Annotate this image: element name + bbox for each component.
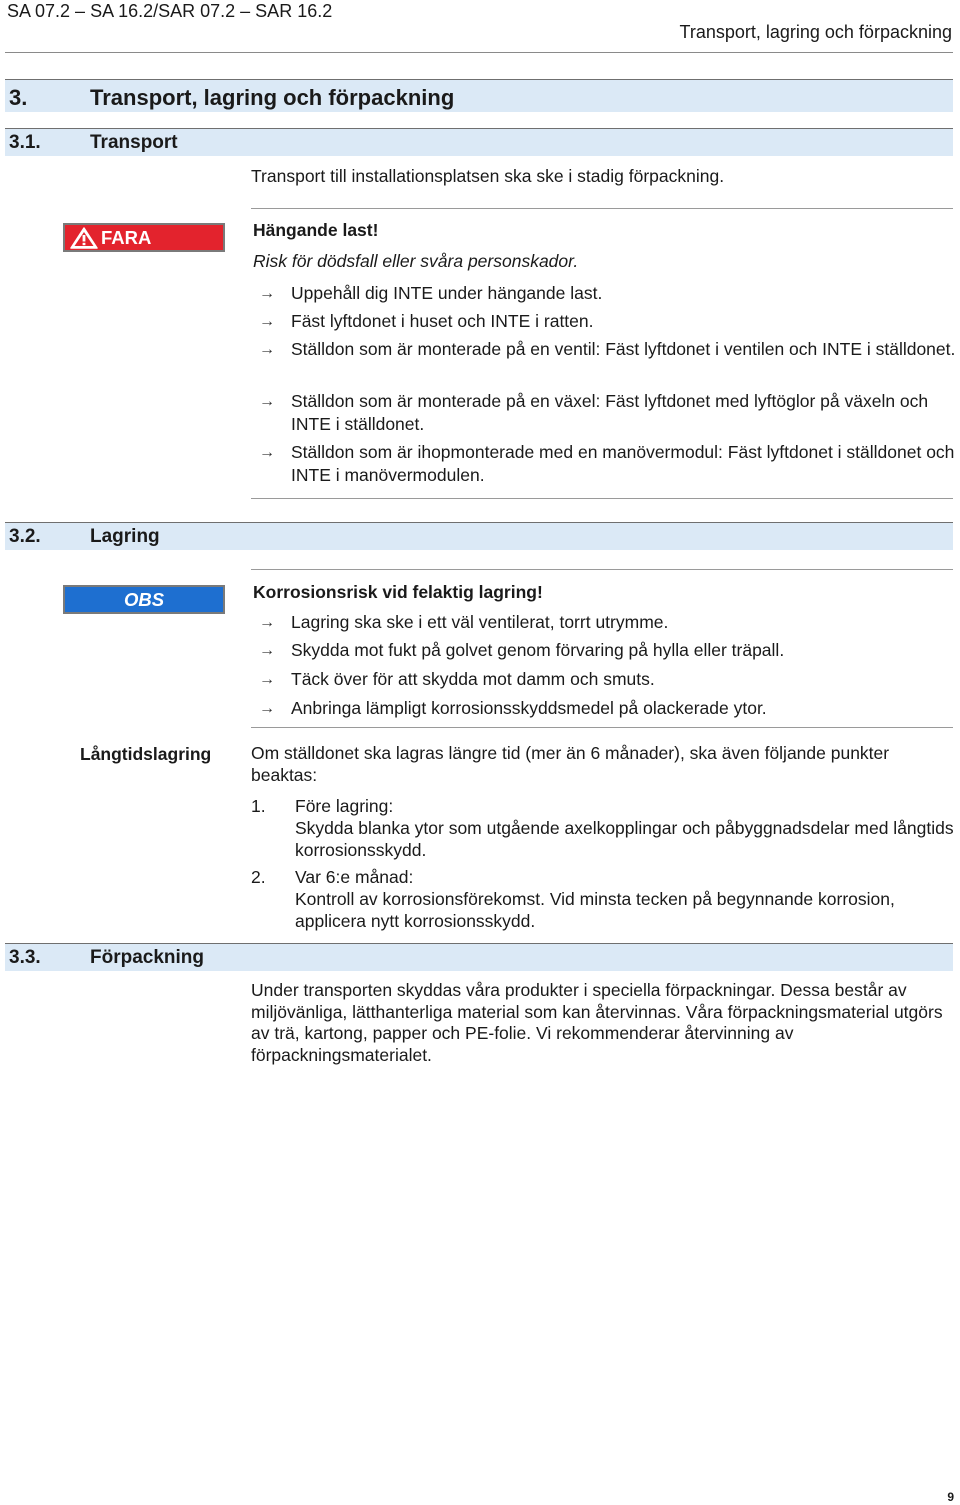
header-product: SA 07.2 – SA 16.2/SAR 07.2 – SAR 16.2 xyxy=(7,1,333,21)
page-number: 9 xyxy=(947,1490,954,1504)
step-title: Var 6:e månad: xyxy=(295,867,414,887)
list-item xyxy=(251,697,956,720)
list-item xyxy=(251,668,956,691)
transport-intro: Transport till installationsplatsen ska ske i stadig förpackning. xyxy=(251,166,725,186)
warning-top-rule xyxy=(251,208,953,209)
list-item-text: Ställdon som är monterade på en ventil: Fäst lyftdonet i ventilen och INTE i ställdonet. xyxy=(291,339,956,359)
section-title: Lagring xyxy=(90,526,160,547)
header-divider xyxy=(5,52,953,53)
section-number: 3.3. xyxy=(9,947,41,968)
list-item-text: Täck över för att skydda mot damm och smuts. xyxy=(291,669,655,689)
margin-label-longterm: Långtidslagring xyxy=(80,744,212,764)
notice-sign-label: OBS xyxy=(123,589,165,610)
ordered-list-item xyxy=(251,795,956,861)
section-title: Transport xyxy=(90,132,178,153)
arrow-right-icon: → xyxy=(259,444,275,461)
warning-bottom-rule xyxy=(251,498,953,499)
section-heading-3-1 xyxy=(5,128,953,156)
section-heading-3 xyxy=(5,79,953,112)
arrow-right-icon: → xyxy=(259,285,275,302)
step-number: 2. xyxy=(251,867,266,887)
list-item-text: Ställdon som är monterade på en växel: Fäst lyftdonet med lyftöglor på växeln och INTE i ställdonet. xyxy=(291,391,929,434)
section-number: 3.1. xyxy=(9,132,41,153)
step-text: Kontroll av korrosionsförekomst. Vid minsta tecken på begynnande korrosion, applicera nytt korrosionsskydd. xyxy=(295,889,895,931)
warning-triangle-icon xyxy=(69,226,99,250)
list-item-text: Fäst lyftdonet i huset och INTE i ratten. xyxy=(291,311,594,331)
section-number: 3.2. xyxy=(9,526,41,547)
ordered-list-item xyxy=(251,866,956,932)
step-text: Skydda blanka ytor som utgående axelkopplingar och påbyggnadsdelar med långtids korrosionsskydd. xyxy=(295,818,954,860)
arrow-right-icon: → xyxy=(259,393,275,410)
danger-sign xyxy=(63,223,225,252)
list-item-text: Skydda mot fukt på golvet genom förvaring på hylla eller träpall. xyxy=(291,640,785,660)
list-item-text: Uppehåll dig INTE under hängande last. xyxy=(291,283,603,303)
list-item xyxy=(251,639,956,662)
warning-heading: Hängande last! xyxy=(253,220,379,240)
list-item-text: Anbringa lämpligt korrosionsskyddsmedel på olackerade ytor. xyxy=(291,698,767,718)
list-item-text: Lagring ska ske i ett väl ventilerat, torrt utrymme. xyxy=(291,612,669,632)
list-item xyxy=(251,611,956,634)
longterm-intro: Om ställdonet ska lagras längre tid (mer än 6 månader), ska även följande punkter beaktas: xyxy=(251,743,890,785)
arrow-right-icon: → xyxy=(259,642,275,659)
arrow-right-icon: → xyxy=(259,614,275,631)
list-item xyxy=(251,441,956,487)
arrow-right-icon: → xyxy=(259,671,275,688)
step-number: 1. xyxy=(251,796,266,816)
section-title: Transport, lagring och förpackning xyxy=(90,85,455,110)
list-item-text: Ställdon som är ihopmonterade med en manövermodul: Fäst lyftdonet i ställdonet och INTE i manövermodulen. xyxy=(291,442,955,485)
header-chapter: Transport, lagring och förpackning xyxy=(679,22,952,42)
notice-heading: Korrosionsrisk vid felaktig lagring! xyxy=(253,582,543,602)
section-number: 3. xyxy=(9,85,28,110)
list-item xyxy=(251,338,956,361)
arrow-right-icon: → xyxy=(259,700,275,717)
section-title: Förpackning xyxy=(90,947,205,968)
arrow-right-icon: → xyxy=(259,341,275,358)
notice-top-rule xyxy=(251,569,953,570)
section-heading-3-2 xyxy=(5,522,953,550)
arrow-right-icon: → xyxy=(259,313,275,330)
packaging-text: Under transporten skyddas våra produkter i speciella förpackningar. Dessa består av miljövänliga, lätthanterliga material som kan återvinnas. Våra förpackningsmaterial utgörs av trä, kartong, papper och PE-folie. Vi rekommenderar återvinning av förpackningsmaterialet. xyxy=(251,980,943,1065)
notice-sign xyxy=(63,585,225,614)
list-item xyxy=(251,282,956,305)
list-item xyxy=(251,390,956,436)
step-title: Före lagring: xyxy=(295,796,394,816)
list-item xyxy=(251,310,956,333)
danger-sign-label: FARA xyxy=(101,227,152,248)
warning-subheading: Risk för dödsfall eller svåra personskador. xyxy=(253,251,579,271)
section-heading-3-3 xyxy=(5,943,953,971)
notice-bottom-rule xyxy=(251,727,953,728)
